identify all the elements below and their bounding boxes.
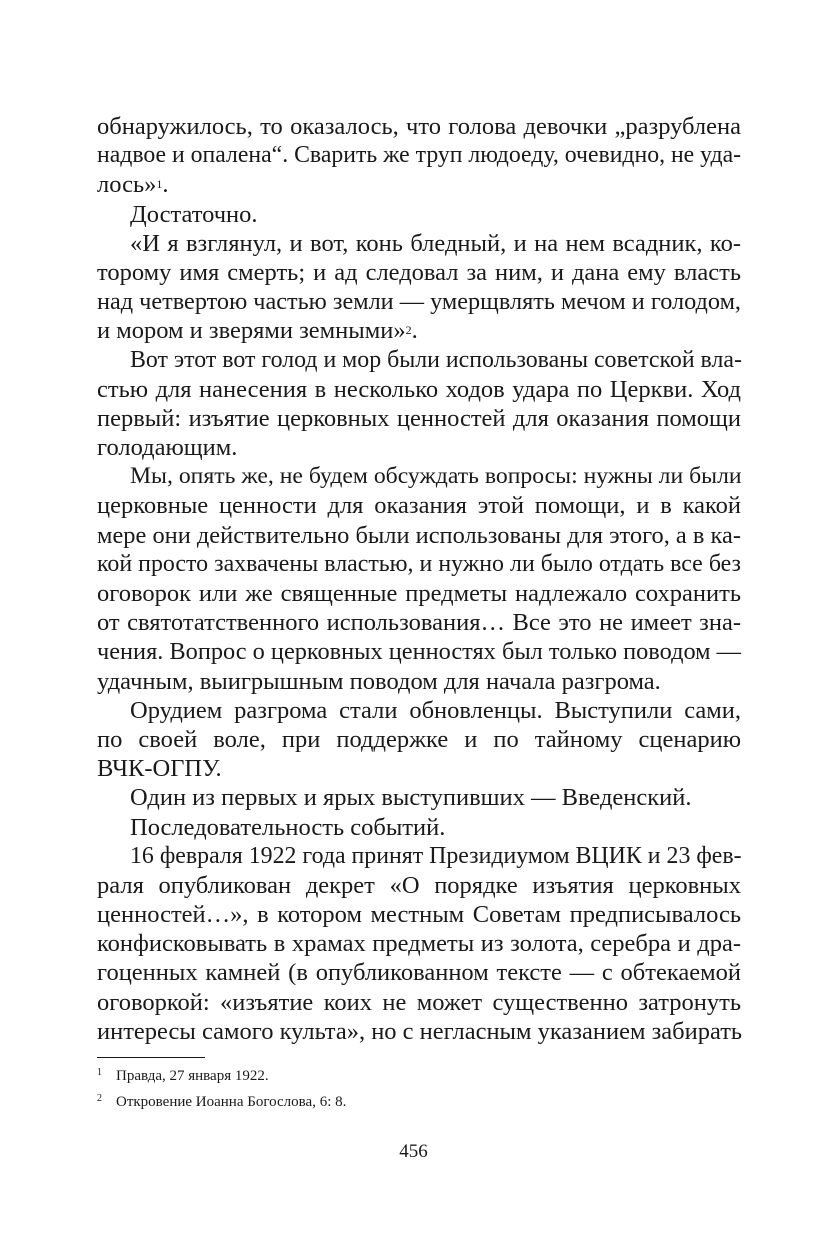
body-text: [97, 112, 741, 1046]
footnote: [97, 1090, 741, 1116]
text-line: [97, 521, 741, 550]
text-line-content: обнаружилось, то оказалось, что голова девочки „разрублена: [97, 113, 741, 140]
footnote-text: Откровение Иоанна Богослова, 6: 8.: [116, 1094, 347, 1110]
text-line-content: Достаточно.: [130, 200, 258, 228]
text-line: [97, 637, 741, 666]
text-line: [97, 287, 741, 316]
text-line-content: оговорок или же священные предметы надлежало сохранить: [97, 580, 741, 607]
text-line-content: надвое и опалена“. Сварить же труп людоеду, очевидно, не уда-: [97, 142, 742, 169]
text-line: [97, 462, 741, 491]
text-line-content: оговоркой: «изъятие коих не может существенно затронуть: [97, 988, 741, 1016]
text-line-content: мере они действительно были использованы для этого, а в ка-: [97, 521, 741, 549]
text-line-content: ценностей…», в котором местным Советам предписывалось: [97, 901, 741, 929]
trailing-punctuation: .: [162, 171, 169, 199]
trailing-punctuation: .: [411, 317, 418, 345]
text-line: [97, 375, 741, 404]
text-line: [97, 550, 741, 579]
text-line-content: голодающим.: [97, 434, 238, 462]
text-line: [97, 433, 741, 462]
text-line-content: интересы самого культа», но с негласным указанием забирать: [97, 1017, 743, 1045]
text-line: [97, 170, 741, 199]
text-line-content: «И я взглянул, и вот, конь бледный, и на нем всадник, ко-: [130, 229, 741, 257]
text-line: [97, 141, 741, 170]
text-line-content: гоценных камней (в опубликованном тексте — с обтекаемой: [97, 959, 741, 987]
text-line-content: 16 февраля 1922 года принят Президиумом ВЦИК и 23 фев-: [130, 842, 742, 869]
text-line-content: и мором и зверями земными»: [97, 317, 406, 345]
page-number: 456: [399, 1141, 428, 1162]
text-line-content: раля опубликован декрет «О порядке изъятия церковных: [97, 871, 741, 899]
text-line-content: Один из первых и ярых выступивших — Введенский.: [130, 784, 692, 812]
text-line-content: ВЧК-ОГПУ.: [97, 755, 222, 783]
footnote-reference: 1: [156, 177, 163, 192]
text-line: [97, 988, 741, 1017]
footnote-separator: [97, 1057, 205, 1058]
text-line: [97, 579, 741, 608]
text-line: [97, 783, 741, 812]
footnote-reference: 2: [405, 323, 412, 338]
text-line: [97, 112, 741, 141]
text-line: [97, 608, 741, 637]
footnote-text: Правда, 27 января 1922.: [116, 1068, 269, 1084]
text-line-content: Вот этот вот голод и мор были использованы советской вла-: [130, 346, 742, 373]
footnotes: [97, 1064, 741, 1116]
text-line-content: первый: изъятие церковных ценностей для оказания помощи: [97, 404, 741, 432]
text-line-content: Последовательность событий.: [130, 813, 446, 841]
text-line: [97, 491, 741, 520]
text-line: [97, 958, 741, 987]
text-line: [97, 404, 741, 433]
text-line: [97, 813, 741, 842]
text-line: [97, 1017, 741, 1046]
text-line: [97, 900, 741, 929]
text-line-content: Мы, опять же, не будем обсуждать вопросы: нужны ли были: [130, 463, 742, 490]
text-line: [97, 754, 741, 783]
text-line: [97, 346, 741, 375]
text-line-content: церковные ценности для оказания этой помощи, и в какой: [97, 492, 741, 520]
footnote-number: 2: [97, 1093, 102, 1104]
text-line-content: лось»: [97, 171, 157, 199]
text-line-content: торому имя смерть; и ад следовал за ним, и дана ему власть: [97, 258, 741, 286]
text-line-content: Орудием разгрома стали обновленцы. Выступили сами,: [130, 696, 741, 724]
text-line: [97, 229, 741, 258]
text-line: [97, 696, 741, 725]
text-line: [97, 316, 741, 345]
text-line: [97, 871, 741, 900]
text-line: [97, 200, 741, 229]
text-line: [97, 842, 741, 871]
footnote: [97, 1064, 741, 1090]
text-line-content: от святотатственного использования… Все это не имеет зна-: [97, 609, 741, 637]
text-line-content: кой просто захвачены властью, и нужно ли было отдать все без: [97, 550, 741, 577]
text-line-content: стью для нанесения в несколько ходов удара по Церкви. Ход: [97, 375, 741, 403]
footnote-number: 1: [97, 1067, 102, 1078]
text-line: [97, 725, 741, 754]
text-line: [97, 258, 741, 287]
text-line-content: над четвертою частью земли — умерщвлять мечом и голодом,: [97, 288, 741, 316]
text-line: [97, 667, 741, 696]
text-line-content: чения. Вопрос о церковных ценностях был только поводом —: [97, 638, 741, 666]
text-line-content: по своей воле, при поддержке и по тайному сценарию: [97, 725, 741, 753]
text-line-content: удачным, выигрышным поводом для начала разгрома.: [97, 667, 661, 695]
text-line: [97, 929, 741, 958]
text-line-content: конфисковывать в храмах предметы из золота, серебра и дра-: [97, 930, 741, 958]
